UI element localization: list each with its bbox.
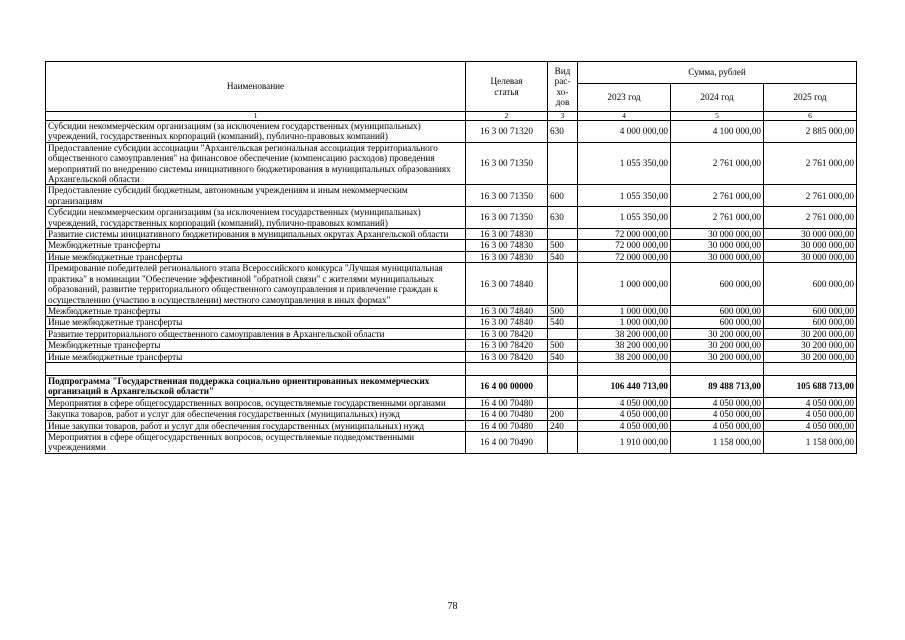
row-amount-2025: 2 761 000,00 [764, 142, 857, 185]
row-amount-2023: 1 910 000,00 [578, 431, 671, 453]
row-target-code: 16 4 00 00000 [466, 375, 548, 397]
row-target-code: 16 3 00 78420 [466, 351, 548, 362]
subprogram-row [46, 375, 857, 397]
row-amount-2025: 600 000,00 [764, 263, 857, 306]
row-name: Мероприятия в сфере общегосударственных вопросов, осуществляемые государственными органами [46, 397, 466, 408]
table-row [46, 263, 857, 306]
row-amount-2025: 2 761 000,00 [764, 185, 857, 207]
row-expense-type: 200 [548, 409, 578, 420]
row-amount-2024: 30 000 000,00 [671, 251, 764, 262]
row-name: Субсидии некоммерческим организациям (за исключением государственных (муниципальных) учреждений, государственных корпораций (компаний), публично-правовых компаний) [46, 207, 466, 229]
row-name: Предоставление субсидий бюджетным, автономным учреждениям и иным некоммерческим организациям [46, 185, 466, 207]
column-number: 1 [46, 112, 466, 121]
empty-cell [671, 362, 764, 375]
header-vid-line: Вид [554, 65, 571, 76]
row-expense-type [548, 328, 578, 339]
row-expense-type: 240 [548, 420, 578, 431]
row-amount-2024: 4 050 000,00 [671, 420, 764, 431]
table-row [46, 420, 857, 431]
row-target-code: 16 4 00 70480 [466, 397, 548, 408]
row-amount-2024: 4 050 000,00 [671, 397, 764, 408]
row-name: Межбюджетные трансферты [46, 240, 466, 251]
column-number: 4 [578, 112, 671, 121]
row-expense-type [548, 142, 578, 185]
row-target-code: 16 3 00 74830 [466, 251, 548, 262]
table-row [46, 229, 857, 240]
row-expense-type [548, 263, 578, 306]
table-row [46, 142, 857, 185]
column-number: 2 [466, 112, 548, 121]
table-row [46, 207, 857, 229]
row-expense-type: 630 [548, 207, 578, 229]
empty-cell [548, 362, 578, 375]
column-number: 5 [671, 112, 764, 121]
row-amount-2024: 4 050 000,00 [671, 409, 764, 420]
row-name: Развитие системы инициативного бюджетирования в муниципальных округах Архангельской области [46, 229, 466, 240]
header-vid-line: дов [555, 96, 570, 107]
table-row [46, 185, 857, 207]
row-amount-2024: 4 100 000,00 [671, 121, 764, 143]
column-number: 3 [548, 112, 578, 121]
row-name: Подпрограмма "Государственная поддержка социально ориентированных некоммерческих организаций в Архангельской области" [46, 375, 466, 397]
row-amount-2024: 30 200 000,00 [671, 351, 764, 362]
header-year-2025: 2025 год [764, 84, 857, 112]
empty-cell [46, 362, 466, 375]
table-row [46, 240, 857, 251]
row-amount-2023: 38 200 000,00 [578, 340, 671, 351]
row-expense-type: 500 [548, 240, 578, 251]
header-year-2023: 2023 год [578, 84, 671, 112]
row-amount-2024: 600 000,00 [671, 305, 764, 316]
row-amount-2023: 4 050 000,00 [578, 397, 671, 408]
row-name: Межбюджетные трансферты [46, 340, 466, 351]
row-amount-2023: 1 000 000,00 [578, 317, 671, 328]
header-target-article [466, 62, 548, 112]
row-amount-2024: 30 200 000,00 [671, 340, 764, 351]
header-vid-line: хо- [556, 86, 569, 97]
row-amount-2024: 30 000 000,00 [671, 229, 764, 240]
row-target-code: 16 3 00 78420 [466, 328, 548, 339]
row-amount-2023: 72 000 000,00 [578, 251, 671, 262]
row-name: Мероприятия в сфере общегосударственных вопросов, осуществляемые подведомственными учреждениями [46, 431, 466, 453]
row-expense-type [548, 397, 578, 408]
row-amount-2024: 1 158 000,00 [671, 431, 764, 453]
header-target-line2: статья [494, 86, 519, 97]
row-target-code: 16 3 00 71350 [466, 207, 548, 229]
table-row [46, 409, 857, 420]
row-name: Субсидии некоммерческим организациям (за исключением государственных (муниципальных) учреждений, государственных корпораций (компаний), публично-правовых компаний) [46, 121, 466, 143]
empty-cell [764, 362, 857, 375]
table-row [46, 397, 857, 408]
row-target-code: 16 3 00 74830 [466, 229, 548, 240]
row-amount-2024: 600 000,00 [671, 263, 764, 306]
spacer-row [46, 362, 857, 375]
row-name: Закупка товаров, работ и услуг для обеспечения государственных (муниципальных) нужд [46, 409, 466, 420]
header-sum: Сумма, рублей [578, 62, 857, 84]
row-amount-2023: 4 050 000,00 [578, 420, 671, 431]
row-expense-type: 500 [548, 305, 578, 316]
row-expense-type: 500 [548, 340, 578, 351]
row-target-code: 16 3 00 74830 [466, 240, 548, 251]
row-amount-2023: 38 200 000,00 [578, 328, 671, 339]
row-target-code: 16 3 00 74840 [466, 263, 548, 306]
header-vid-line: рас- [554, 76, 571, 87]
row-amount-2025: 2 761 000,00 [764, 207, 857, 229]
table-row [46, 121, 857, 143]
row-amount-2024: 30 000 000,00 [671, 240, 764, 251]
row-amount-2024: 2 761 000,00 [671, 142, 764, 185]
row-amount-2023: 1 055 350,00 [578, 207, 671, 229]
row-amount-2025: 30 200 000,00 [764, 340, 857, 351]
column-number: 6 [764, 112, 857, 121]
row-amount-2024: 600 000,00 [671, 317, 764, 328]
row-expense-type [548, 375, 578, 397]
row-expense-type [548, 431, 578, 453]
row-target-code: 16 3 00 74840 [466, 317, 548, 328]
row-amount-2025: 600 000,00 [764, 317, 857, 328]
row-amount-2023: 38 200 000,00 [578, 351, 671, 362]
empty-cell [466, 362, 548, 375]
row-amount-2023: 72 000 000,00 [578, 240, 671, 251]
row-amount-2023: 1 000 000,00 [578, 305, 671, 316]
header-year-2024: 2024 год [671, 84, 764, 112]
row-amount-2025: 4 050 000,00 [764, 409, 857, 420]
row-amount-2025: 30 000 000,00 [764, 229, 857, 240]
row-amount-2023: 1 055 350,00 [578, 185, 671, 207]
row-amount-2024: 89 488 713,00 [671, 375, 764, 397]
row-expense-type: 540 [548, 317, 578, 328]
row-amount-2023: 4 050 000,00 [578, 409, 671, 420]
table-row [46, 317, 857, 328]
row-amount-2025: 1 158 000,00 [764, 431, 857, 453]
row-amount-2024: 2 761 000,00 [671, 185, 764, 207]
row-amount-2024: 30 200 000,00 [671, 328, 764, 339]
row-amount-2025: 4 050 000,00 [764, 397, 857, 408]
row-amount-2025: 30 000 000,00 [764, 240, 857, 251]
row-target-code: 16 3 00 78420 [466, 340, 548, 351]
table-row [46, 328, 857, 339]
row-target-code: 16 4 00 70480 [466, 409, 548, 420]
row-amount-2023: 4 000 000,00 [578, 121, 671, 143]
row-amount-2025: 2 885 000,00 [764, 121, 857, 143]
row-expense-type: 630 [548, 121, 578, 143]
table-row [46, 431, 857, 453]
row-expense-type: 540 [548, 351, 578, 362]
budget-table [45, 61, 857, 454]
row-target-code: 16 4 00 70480 [466, 420, 548, 431]
header-target-line1: Целевая [490, 76, 523, 87]
row-name: Межбюджетные трансферты [46, 305, 466, 316]
row-amount-2023: 1 055 350,00 [578, 142, 671, 185]
row-amount-2023: 106 440 713,00 [578, 375, 671, 397]
row-expense-type: 540 [548, 251, 578, 262]
row-amount-2025: 4 050 000,00 [764, 420, 857, 431]
row-name: Иные закупки товаров, работ и услуг для обеспечения государственных (муниципальных) нужд [46, 420, 466, 431]
row-target-code: 16 3 00 71320 [466, 121, 548, 143]
row-target-code: 16 3 00 74840 [466, 305, 548, 316]
row-expense-type [548, 229, 578, 240]
header-name: Наименование [46, 62, 466, 112]
row-expense-type: 600 [548, 185, 578, 207]
row-name: Предоставление субсидии ассоциации "Архангельская региональная ассоциация территориального общественного самоуправления" на финансовое обеспечение (компенсацию расходов) проведения мероприятий по внедрению системы инициативного бюджетирования в муниципальных образованиях Архангельской области [46, 142, 466, 185]
table-row [46, 305, 857, 316]
row-target-code: 16 3 00 71350 [466, 142, 548, 185]
empty-cell [578, 362, 671, 375]
row-amount-2023: 72 000 000,00 [578, 229, 671, 240]
row-amount-2025: 105 688 713,00 [764, 375, 857, 397]
table-row [46, 340, 857, 351]
row-amount-2024: 2 761 000,00 [671, 207, 764, 229]
row-amount-2025: 30 200 000,00 [764, 328, 857, 339]
row-amount-2025: 600 000,00 [764, 305, 857, 316]
row-amount-2025: 30 000 000,00 [764, 251, 857, 262]
row-name: Развитие территориального общественного самоуправления в Архангельской области [46, 328, 466, 339]
row-target-code: 16 3 00 71350 [466, 185, 548, 207]
row-name: Иные межбюджетные трансферты [46, 317, 466, 328]
row-amount-2025: 30 200 000,00 [764, 351, 857, 362]
table-row [46, 351, 857, 362]
row-name: Иные межбюджетные трансферты [46, 251, 466, 262]
row-target-code: 16 4 00 70490 [466, 431, 548, 453]
page-number: 78 [447, 601, 458, 612]
row-amount-2023: 1 000 000,00 [578, 263, 671, 306]
header-expense-type [548, 62, 578, 112]
row-name: Премирование победителей регионального этапа Всероссийского конкурса "Лучшая муниципальная практика" в номинации "Обеспечение эффективной "обратной связи" с жителями муниципальных образований, развитие территориального общественного самоуправления и привлечение граждан к осуществлению (участию в осуществлении) местного самоуправления в иных формах" [46, 263, 466, 306]
row-name: Иные межбюджетные трансферты [46, 351, 466, 362]
table-row [46, 251, 857, 262]
